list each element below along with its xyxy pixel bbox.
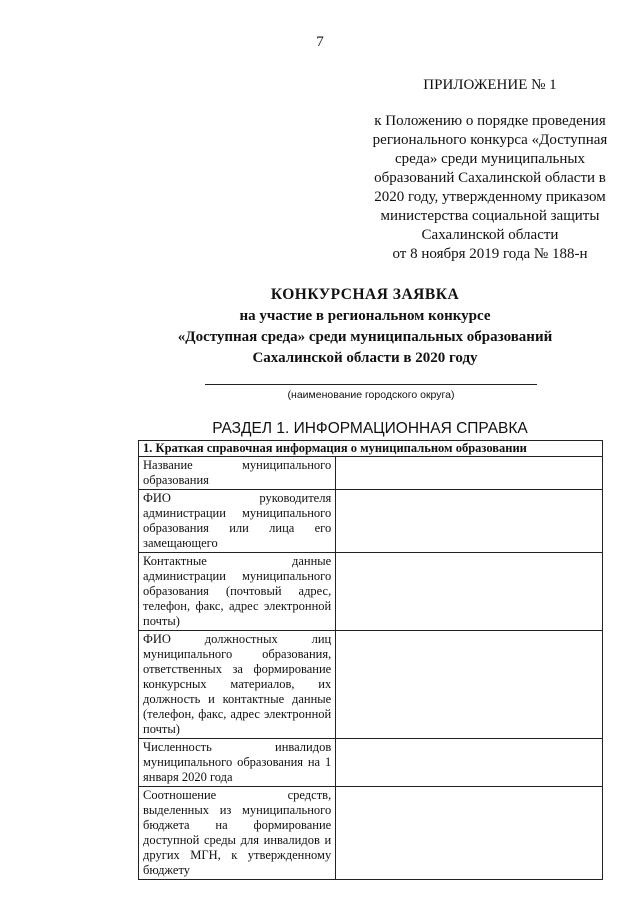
row-label: Соотношение средств, выделенных из муниципального бюджета на формирование доступной среды для инвалидов и других МГН, к утвержденному бюджету [139,787,336,880]
table-row [139,787,603,880]
appendix-line: среда» среди муниципальных [394,151,586,167]
table-header-row [139,441,603,457]
table-row [139,490,603,553]
appendix-line: 2020 году, утвержденному приказом [374,189,606,205]
row-value-cell[interactable] [336,739,603,787]
appendix-title: ПРИЛОЖЕНИЕ № 1 [423,77,557,93]
district-name-line [205,384,537,385]
row-label: Численность инвалидов муниципального образования на 1 января 2020 года [139,739,336,787]
appendix-line: регионального конкурса «Доступная [372,132,608,148]
table-row [139,457,603,490]
application-title-block [100,284,630,369]
application-subtitle-line: Сахалинской области в 2020 году [252,350,478,366]
table-row [139,553,603,631]
appendix-line: от 8 ноября 2019 года № 188-н [392,246,588,262]
row-label: Контактные данные администрации муниципального образования (почтовый адрес, телефон, факс, адрес электронной почты) [139,553,336,631]
row-label: Название муниципального образования [139,457,336,490]
table-row [139,631,603,739]
table-header-cell: 1. Краткая справочная информация о муниципальном образовании [139,441,603,457]
application-title: КОНКУРСНАЯ ЗАЯВКА [270,286,460,303]
row-label: ФИО должностных лиц муниципального образования, ответственных за формирование конкурсных материалов, их должность и контактные данные (телефон, факс, адрес электронной почты) [139,631,336,739]
district-name-caption: (наименование городского округа) [287,389,455,401]
row-label: ФИО руководителя администрации муниципального образования или лица его замещающего [139,490,336,553]
appendix-line: образований Сахалинской области в [374,170,606,186]
row-value-cell[interactable] [336,553,603,631]
appendix-line: Сахалинской области [421,227,559,243]
appendix-body [360,112,620,264]
appendix-line: к Положению о порядке проведения [374,113,606,129]
table-row [139,739,603,787]
info-table [138,440,603,880]
page-number: 7 [316,34,324,50]
application-subtitle-line: «Доступная среда» среди муниципальных образований [177,329,553,345]
row-value-cell[interactable] [336,787,603,880]
application-subtitle-line: на участие в региональном конкурсе [239,308,491,324]
row-value-cell[interactable] [336,457,603,490]
row-value-cell[interactable] [336,490,603,553]
section-heading: РАЗДЕЛ 1. ИНФОРМАЦИОННАЯ СПРАВКА [212,420,528,437]
appendix-line: министерства социальной защиты [380,208,600,224]
row-value-cell[interactable] [336,631,603,739]
